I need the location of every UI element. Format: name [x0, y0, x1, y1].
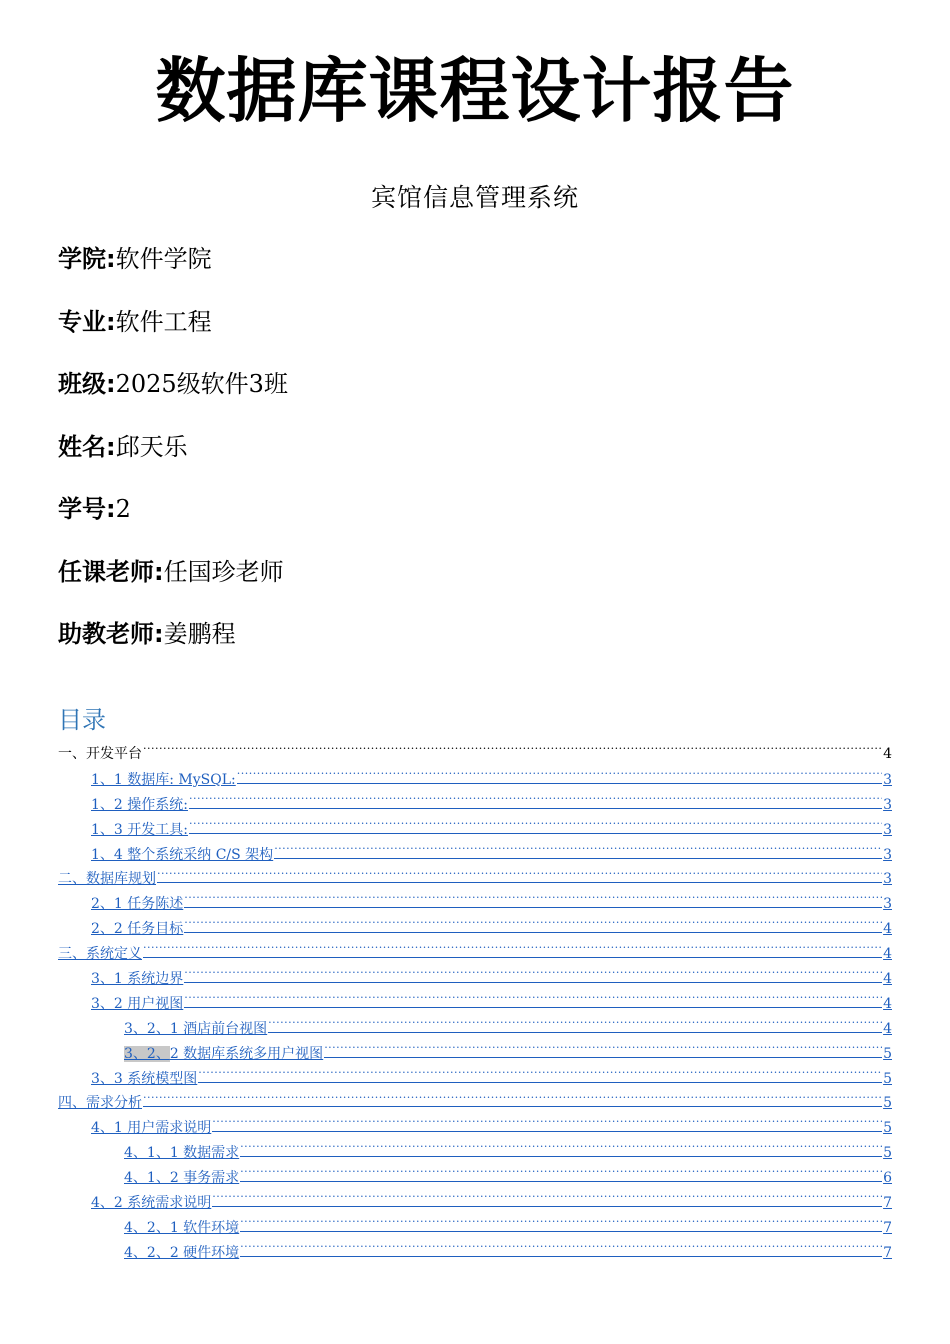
toc-dot-leader — [237, 767, 882, 784]
info-value: 邱天乐 — [115, 432, 188, 461]
toc-page-number: 4 — [883, 946, 892, 963]
info-row-major — [58, 303, 288, 366]
toc-entry[interactable] — [58, 1115, 892, 1140]
toc-page-number: 7 — [883, 1195, 892, 1212]
toc-dot-leader — [189, 817, 882, 834]
toc-entry[interactable] — [58, 916, 892, 941]
toc-page-number: 3 — [883, 896, 892, 913]
info-label: 姓名 — [58, 432, 106, 461]
toc-entry-title — [124, 1017, 267, 1042]
toc-entry-title — [58, 1091, 142, 1116]
toc-entry[interactable] — [58, 1066, 892, 1091]
toc-dot-leader — [198, 1066, 882, 1083]
toc-entry-text: 2、2 任务目标 — [91, 921, 184, 938]
toc-entry-title — [91, 1191, 211, 1216]
toc-entry-title — [58, 742, 142, 767]
toc-entry-text: 3、2 用户视图 — [91, 995, 184, 1012]
toc-dot-leader — [143, 1090, 882, 1107]
toc-entry-text: 二、数据库规划 — [58, 871, 156, 888]
toc-entry-title — [91, 892, 183, 917]
toc-entry-highlight: 3、2、 — [124, 1045, 170, 1062]
info-value: 任国珍老师 — [163, 557, 284, 586]
report-title: 数据库课程设计报告 — [155, 50, 795, 132]
toc-entry-title — [91, 1067, 197, 1092]
toc-entry[interactable] — [58, 1016, 892, 1041]
toc-entry[interactable] — [58, 1090, 892, 1115]
toc-entry[interactable] — [58, 891, 892, 916]
toc-entry-text: 三、系统定义 — [58, 946, 142, 963]
info-label: 学院 — [58, 245, 106, 273]
toc-page-number: 3 — [883, 871, 892, 888]
toc-entry[interactable] — [58, 941, 892, 966]
toc-entry-text: 4、1、1 数据需求 — [124, 1145, 240, 1162]
toc-dot-leader — [240, 1165, 882, 1182]
toc-page-number: 6 — [883, 1170, 892, 1187]
toc-entry-title — [91, 843, 273, 868]
toc-dot-leader — [212, 1190, 882, 1207]
toc-entry[interactable] — [58, 966, 892, 991]
info-row-teacher — [58, 553, 288, 616]
info-colon: : — [154, 557, 164, 586]
toc-dot-leader — [240, 1240, 882, 1257]
info-value: 2025级软件3班 — [115, 370, 288, 398]
info-value: 软件工程 — [115, 307, 212, 336]
toc-page-number: 7 — [883, 1244, 892, 1261]
toc-entry-title — [124, 1241, 239, 1266]
toc-entry[interactable] — [58, 1041, 892, 1066]
toc-dot-leader — [184, 991, 882, 1008]
toc-entry-title — [91, 1116, 211, 1141]
toc-dot-leader — [184, 916, 882, 933]
toc-page-number: 5 — [883, 1095, 892, 1112]
info-label: 专业 — [58, 307, 106, 336]
toc-entry[interactable] — [58, 866, 892, 891]
toc-page-number: 5 — [883, 1145, 892, 1162]
toc-entry-title — [91, 992, 183, 1017]
info-label: 学号 — [58, 495, 106, 523]
toc-page-number: 4 — [883, 921, 892, 938]
toc-entry[interactable] — [58, 1190, 892, 1215]
toc-page-number: 5 — [883, 1045, 892, 1062]
toc-dot-leader — [268, 1016, 882, 1033]
toc-entry-text: 2、1 任务陈述 — [91, 896, 184, 913]
toc-page-number: 4 — [883, 746, 892, 762]
toc-page-number: 3 — [883, 821, 892, 838]
info-value: 软件学院 — [115, 245, 212, 273]
toc-dot-leader — [324, 1041, 882, 1058]
toc-dot-leader — [274, 842, 882, 859]
toc-entry-title — [91, 917, 183, 942]
toc-page-number: 3 — [883, 771, 892, 788]
toc-entry-title — [124, 1216, 239, 1241]
toc-entry[interactable] — [58, 792, 892, 817]
toc-entry[interactable] — [58, 991, 892, 1016]
toc-entry[interactable] — [58, 842, 892, 867]
toc-heading: 目录 — [58, 706, 106, 734]
toc-entry-title — [124, 1166, 239, 1191]
toc-page-number: 4 — [883, 971, 892, 988]
toc-entry-text: 3、2、1 酒店前台视图 — [124, 1020, 268, 1037]
info-value: 姜鹏程 — [163, 620, 236, 648]
toc-entry-text: 1、4 整个系统采纳 C/S 架构 — [91, 846, 274, 863]
toc-entry[interactable] — [58, 817, 892, 842]
toc-entry[interactable] — [58, 1240, 892, 1265]
toc-entry-title — [124, 1141, 239, 1166]
toc-entry-text: 1、2 操作系统: — [91, 796, 188, 813]
toc-dot-leader — [184, 966, 882, 983]
toc-dot-leader — [240, 1140, 882, 1157]
toc-entry[interactable] — [58, 1165, 892, 1190]
toc-entry-title — [91, 967, 183, 992]
toc-entry[interactable] — [58, 742, 892, 767]
toc-entry[interactable] — [58, 767, 892, 792]
toc-entry-title — [58, 942, 142, 967]
student-info — [58, 240, 288, 678]
toc-dot-leader — [240, 1215, 882, 1232]
toc-dot-leader — [212, 1115, 882, 1132]
toc-entry-text: 4、2、1 软件环境 — [124, 1219, 240, 1236]
toc-entry-text: 3、3 系统模型图 — [91, 1070, 198, 1087]
toc-entry-text: 四、需求分析 — [58, 1095, 142, 1112]
info-row-college — [58, 240, 288, 303]
toc-page-number: 4 — [883, 995, 892, 1012]
toc-entry-text: 4、2 系统需求说明 — [91, 1195, 212, 1212]
info-row-name — [58, 428, 288, 491]
info-label: 班级 — [58, 370, 106, 398]
toc-entry-text: 1、3 开发工具: — [91, 821, 188, 838]
info-value: 2 — [115, 495, 131, 523]
toc-entry[interactable] — [58, 1215, 892, 1240]
toc-entry-text: 一、开发平台 — [58, 746, 142, 762]
toc-entry-text: 3、1 系统边界 — [91, 971, 184, 988]
toc-page-number: 5 — [883, 1120, 892, 1137]
report-subtitle: 宾馆信息管理系统 — [370, 183, 579, 212]
info-colon: : — [106, 495, 116, 523]
toc-dot-leader — [184, 891, 882, 908]
toc-entry[interactable] — [58, 1140, 892, 1165]
toc-entry-text: 1、1 数据库: MySQL: — [91, 771, 236, 788]
toc-page-number: 3 — [883, 796, 892, 813]
info-colon: : — [106, 370, 116, 398]
toc-dot-leader — [143, 742, 882, 758]
info-colon: : — [106, 307, 116, 336]
toc-page-number: 4 — [883, 1020, 892, 1037]
toc-entry-text: 4、1、2 事务需求 — [124, 1170, 240, 1187]
toc-entry-text: 4、1 用户需求说明 — [91, 1120, 212, 1137]
toc-entry-title — [58, 867, 156, 892]
info-row-class — [58, 365, 288, 428]
info-row-student-id — [58, 490, 288, 553]
toc-entry-title — [91, 793, 188, 818]
toc-entry-title — [91, 768, 236, 793]
info-label: 助教老师 — [58, 620, 154, 648]
toc-page-number: 3 — [883, 846, 892, 863]
toc-dot-leader — [157, 866, 882, 883]
toc-dot-leader — [189, 792, 882, 809]
toc-page-number: 7 — [883, 1219, 892, 1236]
info-colon: : — [106, 245, 116, 273]
toc-entry-title — [124, 1042, 323, 1067]
toc-entry-title — [91, 818, 188, 843]
info-colon: : — [154, 620, 164, 648]
info-label: 任课老师 — [58, 557, 154, 586]
table-of-contents — [58, 742, 892, 1265]
toc-entry-text: 4、2、2 硬件环境 — [124, 1244, 240, 1261]
toc-dot-leader — [143, 941, 882, 958]
toc-entry-text: 2 数据库系统多用户视图 — [169, 1045, 324, 1062]
info-colon: : — [106, 432, 116, 461]
info-row-assistant — [58, 615, 288, 678]
toc-page-number: 5 — [883, 1070, 892, 1087]
